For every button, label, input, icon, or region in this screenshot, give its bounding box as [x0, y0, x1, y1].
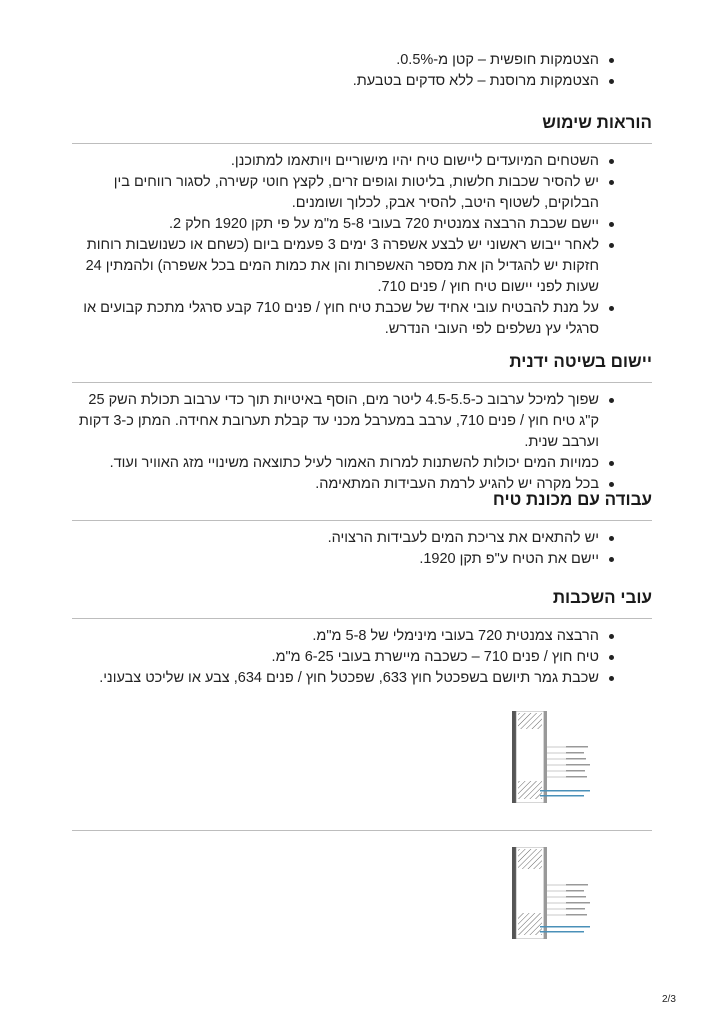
- section-layer-thickness: [72, 588, 652, 689]
- machine-list: [72, 528, 652, 570]
- top-bullet-list: [97, 50, 617, 92]
- section-title: עובי השכבות: [552, 588, 652, 607]
- page-number: 2/3: [662, 994, 676, 1005]
- section-manual-application: [72, 352, 652, 495]
- list-item: הרבצה צמנטית 720 בעובי מינימלי של 5-8 מ"מ.: [72, 626, 617, 647]
- list-item: השטחים המיועדים ליישום טיח יהיו מישוריים ויותאמו למתוכנן.: [72, 151, 617, 172]
- section-usage-instructions: [72, 113, 652, 340]
- figure-divider: [72, 830, 652, 831]
- list-item: לאחר ייבוש ראשוני יש לבצע אשפרה 3 ימים 3 פעמים ביום (כשחם או כשנושבות רוחות חזקות יש להגדיל הן את מספר האשפרות והן את כמות המים בכל אשפרה) ולהמתין 24 שעות לפני יישום טיח חוץ / פנים 710.: [72, 235, 617, 298]
- list-item: הצטמקות חופשית – קטן מ-0.5%.: [97, 50, 617, 71]
- list-item: הצטמקות מרוסנת – ללא סדקים בטבעת.: [97, 71, 617, 92]
- wall-section-diagram: [510, 847, 594, 939]
- list-item: יישם שכבת הרבצה צמנטית 720 בעובי 5-8 מ"מ על פי תקן 1920 חלק 2.: [72, 214, 617, 235]
- usage-list: [72, 151, 652, 340]
- list-item: על מנת להבטיח עובי אחיד של שכבת טיח חוץ / פנים 710 קבע סרגלי מתכת קבועים או סרגלי עץ נשלפים לפי העובי הנדרש.: [72, 298, 617, 340]
- section-divider: [72, 520, 652, 521]
- layers-list: [72, 626, 652, 689]
- list-item: שכבת גמר תיושם בשפכטל חוץ 633, שפכטל חוץ / פנים 634, צבע או שליכט צבעוני.: [72, 668, 617, 689]
- section-divider: [72, 618, 652, 619]
- list-item: יש להסיר שכבות חלשות, בליטות וגופים זרים, לקצץ חוטי קשירה, לסגור רווחים בין הבלוקים, לשטוף היטב, להסיר אבק, לכלוך ושומנים.: [72, 172, 617, 214]
- list-item: כמויות המים יכולות להשתנות למרות האמור לעיל כתוצאה משינויי מזג האוויר ועוד.: [72, 453, 617, 474]
- section-machine-application: [72, 490, 652, 570]
- section-title: עבודה עם מכונת טיח: [492, 490, 652, 509]
- section-title: יישום בשיטה ידנית: [509, 352, 652, 371]
- list-item: יש להתאים את צריכת המים לעבידות הרצויה.: [72, 528, 617, 549]
- section-divider: [72, 382, 652, 383]
- list-item: בכל מקרה יש להגיע לרמת העבידות המתאימה.: [72, 474, 617, 495]
- section-title: הוראות שימוש: [542, 113, 652, 132]
- manual-list: [72, 390, 652, 495]
- list-item: יישם את הטיח ע"פ תקן 1920.: [72, 549, 617, 570]
- list-item: טיח חוץ / פנים 710 – כשכבה מיישרת בעובי 6-25 מ"מ.: [72, 647, 617, 668]
- wall-section-diagram: [510, 711, 594, 803]
- section-divider: [72, 143, 652, 144]
- list-item: שפוך למיכל ערבוב כ-4.5-5.5 ליטר מים, הוסף באיטיות תוך כדי ערבוב תכולת השק 25 ק"ג טיח חוץ / פנים 710, ערבב במערבל מכני עד קבלת תערובת אחידה. המתן כ-3 דקות וערבב שנית.: [72, 390, 617, 453]
